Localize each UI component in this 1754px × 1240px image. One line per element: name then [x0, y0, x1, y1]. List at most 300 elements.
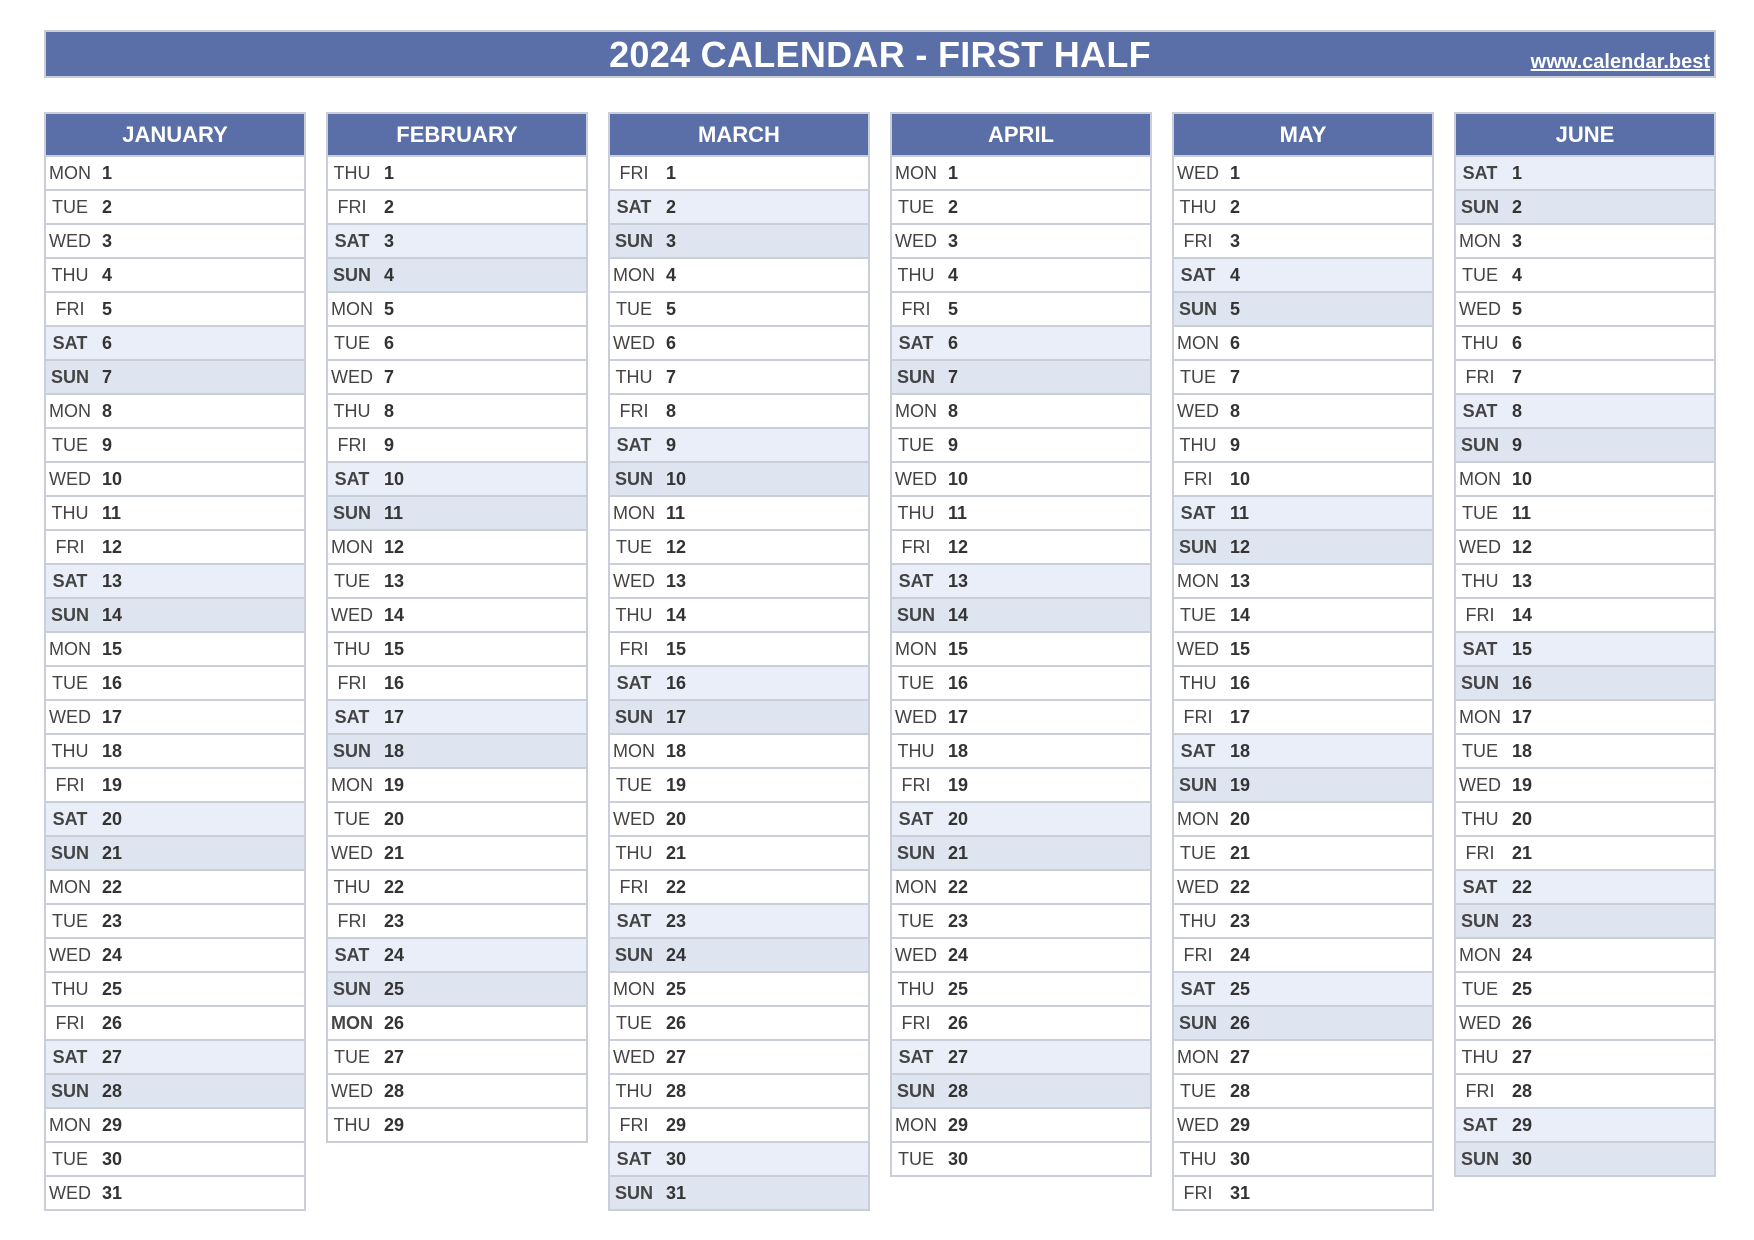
day-number: 8 — [666, 400, 677, 421]
day-number: 15 — [948, 638, 969, 659]
weekday-label: SAT — [616, 196, 652, 217]
weekday-label: FRI — [1183, 468, 1213, 489]
day-number: 1 — [948, 162, 959, 183]
day-row — [610, 1039, 868, 1073]
day-row — [610, 189, 868, 223]
weekday-label: SUN — [1460, 672, 1499, 693]
day-number: 20 — [948, 808, 969, 829]
day-row — [610, 665, 868, 699]
day-row — [1174, 1107, 1432, 1141]
day-number: 25 — [948, 978, 969, 999]
day-number: 5 — [948, 298, 959, 319]
day-row — [892, 563, 1150, 597]
weekday-label: FRI — [1465, 366, 1495, 387]
weekday-label: WED — [613, 332, 655, 353]
weekday-label: FRI — [619, 400, 649, 421]
weekday-label: THU — [1461, 1046, 1499, 1067]
weekday-label: SUN — [332, 502, 371, 523]
day-number: 24 — [1230, 944, 1251, 965]
day-row — [46, 767, 304, 801]
weekday-label: FRI — [619, 1114, 649, 1135]
day-number: 30 — [666, 1148, 687, 1169]
weekday-label: SAT — [1462, 876, 1498, 897]
day-row — [892, 359, 1150, 393]
day-row — [610, 767, 868, 801]
day-number: 23 — [666, 910, 687, 931]
month-january — [44, 112, 306, 1211]
day-number: 26 — [666, 1012, 687, 1033]
weekday-label: SAT — [1180, 502, 1216, 523]
weekday-label: SUN — [1460, 1148, 1499, 1169]
day-number: 22 — [666, 876, 687, 897]
weekday-label: THU — [1461, 808, 1499, 829]
day-row — [892, 869, 1150, 903]
day-number: 24 — [1512, 944, 1533, 965]
day-row — [1174, 223, 1432, 257]
day-number: 8 — [384, 400, 395, 421]
day-row — [46, 1039, 304, 1073]
day-number: 21 — [1230, 842, 1251, 863]
day-row — [1456, 733, 1714, 767]
weekday-label: WED — [1459, 774, 1501, 795]
weekday-label: SUN — [614, 468, 653, 489]
day-row — [1174, 733, 1432, 767]
weekday-label: SUN — [50, 842, 89, 863]
day-row — [328, 495, 586, 529]
day-row — [1456, 325, 1714, 359]
day-number: 21 — [948, 842, 969, 863]
day-row — [328, 665, 586, 699]
day-list — [328, 155, 586, 1141]
weekday-label: TUE — [898, 910, 934, 931]
day-number: 31 — [102, 1182, 123, 1203]
weekday-label: SUN — [1178, 774, 1217, 795]
day-row — [1174, 631, 1432, 665]
day-row — [892, 325, 1150, 359]
weekday-label: FRI — [1465, 604, 1495, 625]
day-number: 12 — [948, 536, 969, 557]
day-row — [1456, 597, 1714, 631]
day-row — [892, 1107, 1150, 1141]
day-number: 20 — [666, 808, 687, 829]
weekday-label: SUN — [896, 842, 935, 863]
day-row — [1174, 869, 1432, 903]
day-number: 12 — [384, 536, 405, 557]
day-row — [1456, 563, 1714, 597]
day-number: 29 — [1512, 1114, 1533, 1135]
day-number: 20 — [1230, 808, 1251, 829]
day-row — [328, 393, 586, 427]
weekday-label: MON — [895, 1114, 937, 1135]
day-number: 16 — [384, 672, 405, 693]
day-number: 27 — [666, 1046, 687, 1067]
day-row — [892, 291, 1150, 325]
day-number: 26 — [1512, 1012, 1533, 1033]
weekday-label: FRI — [55, 536, 85, 557]
weekday-label: TUE — [1462, 502, 1498, 523]
day-number: 16 — [1230, 672, 1251, 693]
day-number: 6 — [666, 332, 677, 353]
day-row — [892, 257, 1150, 291]
day-row — [46, 223, 304, 257]
day-number: 14 — [384, 604, 405, 625]
day-number: 11 — [1512, 502, 1532, 523]
day-row — [46, 733, 304, 767]
day-number: 17 — [948, 706, 969, 727]
weekday-label: TUE — [52, 434, 88, 455]
weekday-label: WED — [1177, 638, 1219, 659]
day-list — [1456, 155, 1714, 1175]
day-number: 24 — [102, 944, 123, 965]
day-number: 11 — [666, 502, 686, 523]
weekday-label: WED — [1177, 162, 1219, 183]
day-row — [328, 563, 586, 597]
day-row — [1174, 155, 1432, 189]
weekday-label: SUN — [896, 1080, 935, 1101]
day-number: 4 — [666, 264, 677, 285]
weekday-label: SAT — [616, 910, 652, 931]
day-number: 15 — [384, 638, 405, 659]
weekday-label: MON — [613, 740, 655, 761]
day-row — [46, 1141, 304, 1175]
weekday-label: MON — [331, 298, 373, 319]
day-number: 4 — [384, 264, 395, 285]
day-number: 18 — [102, 740, 123, 761]
day-number: 9 — [1230, 434, 1241, 455]
day-number: 22 — [384, 876, 405, 897]
day-row — [1456, 869, 1714, 903]
weekday-label: TUE — [616, 536, 652, 557]
day-number: 11 — [948, 502, 968, 523]
month-name: MARCH — [610, 114, 868, 155]
weekday-label: THU — [897, 264, 935, 285]
day-number: 16 — [1512, 672, 1533, 693]
website-link[interactable]: www.calendar.best — [1530, 51, 1710, 73]
weekday-label: THU — [1179, 1148, 1217, 1169]
day-row — [328, 189, 586, 223]
day-number: 23 — [948, 910, 969, 931]
weekday-label: TUE — [334, 808, 370, 829]
day-number: 13 — [666, 570, 687, 591]
day-number: 27 — [948, 1046, 969, 1067]
day-row — [892, 665, 1150, 699]
day-list — [46, 155, 304, 1209]
day-number: 6 — [384, 332, 395, 353]
weekday-label: WED — [895, 230, 937, 251]
weekday-label: MON — [49, 876, 91, 897]
day-number: 17 — [1512, 706, 1533, 727]
day-row — [610, 461, 868, 495]
day-row — [1174, 971, 1432, 1005]
weekday-label: SAT — [616, 1148, 652, 1169]
day-number: 10 — [948, 468, 969, 489]
day-number: 15 — [1512, 638, 1533, 659]
weekday-label: FRI — [901, 774, 931, 795]
weekday-label: WED — [331, 604, 373, 625]
weekday-label: MON — [49, 1114, 91, 1135]
day-row — [892, 495, 1150, 529]
weekday-label: SAT — [898, 1046, 934, 1067]
weekday-label: WED — [1459, 298, 1501, 319]
day-row — [1174, 699, 1432, 733]
weekday-label: MON — [613, 264, 655, 285]
weekday-label: MON — [1459, 706, 1501, 727]
day-number: 2 — [102, 196, 113, 217]
weekday-label: SAT — [334, 468, 370, 489]
day-number: 5 — [384, 298, 395, 319]
day-row — [46, 155, 304, 189]
day-row — [328, 529, 586, 563]
weekday-label: WED — [331, 842, 373, 863]
day-number: 5 — [102, 298, 113, 319]
day-row — [892, 427, 1150, 461]
day-row — [610, 325, 868, 359]
day-number: 15 — [102, 638, 123, 659]
weekday-label: TUE — [898, 196, 934, 217]
day-number: 14 — [666, 604, 687, 625]
weekday-label: THU — [51, 264, 89, 285]
day-row — [1456, 801, 1714, 835]
day-number: 28 — [666, 1080, 687, 1101]
day-row — [1456, 1039, 1714, 1073]
weekday-label: THU — [615, 604, 653, 625]
weekday-label: WED — [1459, 1012, 1501, 1033]
day-row — [610, 359, 868, 393]
day-row — [1456, 189, 1714, 223]
day-number: 29 — [384, 1114, 405, 1135]
weekday-label: FRI — [1465, 1080, 1495, 1101]
day-row — [1174, 801, 1432, 835]
month-february — [326, 112, 588, 1143]
day-row — [892, 971, 1150, 1005]
day-row — [328, 631, 586, 665]
day-row — [1456, 1073, 1714, 1107]
month-name: FEBRUARY — [328, 114, 586, 155]
day-row — [610, 529, 868, 563]
weekday-label: WED — [1177, 400, 1219, 421]
weekday-label: FRI — [901, 536, 931, 557]
weekday-label: SAT — [52, 570, 88, 591]
weekday-label: WED — [49, 230, 91, 251]
day-number: 2 — [1512, 196, 1523, 217]
day-number: 21 — [102, 842, 123, 863]
day-number: 6 — [102, 332, 113, 353]
weekday-label: WED — [895, 706, 937, 727]
day-row — [1174, 1141, 1432, 1175]
day-row — [1174, 359, 1432, 393]
weekday-label: TUE — [334, 1046, 370, 1067]
day-number: 22 — [1230, 876, 1251, 897]
day-row — [892, 767, 1150, 801]
day-row — [1456, 359, 1714, 393]
day-row — [892, 189, 1150, 223]
day-number: 24 — [384, 944, 405, 965]
day-number: 11 — [1230, 502, 1250, 523]
weekday-label: MON — [1177, 570, 1219, 591]
weekday-label: WED — [613, 808, 655, 829]
weekday-label: THU — [615, 366, 653, 387]
day-row — [328, 835, 586, 869]
weekday-label: TUE — [1180, 842, 1216, 863]
day-row — [1174, 393, 1432, 427]
day-number: 9 — [384, 434, 395, 455]
day-number: 8 — [1512, 400, 1523, 421]
month-name: APRIL — [892, 114, 1150, 155]
weekday-label: SAT — [52, 1046, 88, 1067]
weekday-label: WED — [49, 706, 91, 727]
day-row — [610, 903, 868, 937]
day-row — [46, 869, 304, 903]
day-number: 25 — [1512, 978, 1533, 999]
day-number: 25 — [666, 978, 687, 999]
day-row — [610, 155, 868, 189]
weekday-label: WED — [331, 366, 373, 387]
weekday-label: THU — [615, 1080, 653, 1101]
weekday-label: MON — [49, 162, 91, 183]
day-number: 27 — [102, 1046, 123, 1067]
day-row — [892, 155, 1150, 189]
day-number: 10 — [1230, 468, 1251, 489]
day-row — [328, 1005, 586, 1039]
weekday-label: TUE — [1180, 366, 1216, 387]
weekday-label: FRI — [337, 910, 367, 931]
day-number: 28 — [102, 1080, 123, 1101]
day-row — [892, 631, 1150, 665]
day-number: 22 — [102, 876, 123, 897]
day-number: 23 — [102, 910, 123, 931]
day-number: 18 — [384, 740, 405, 761]
day-row — [46, 801, 304, 835]
month-may — [1172, 112, 1434, 1211]
weekday-label: SAT — [898, 808, 934, 829]
day-number: 4 — [102, 264, 113, 285]
day-number: 6 — [1512, 332, 1523, 353]
day-row — [328, 257, 586, 291]
weekday-label: SAT — [1462, 162, 1498, 183]
day-row — [328, 767, 586, 801]
weekday-label: FRI — [619, 162, 649, 183]
day-row — [892, 529, 1150, 563]
weekday-label: SAT — [898, 332, 934, 353]
weekday-label: WED — [613, 570, 655, 591]
weekday-label: MON — [1459, 468, 1501, 489]
day-number: 13 — [384, 570, 405, 591]
weekday-label: SUN — [332, 264, 371, 285]
day-row — [1456, 835, 1714, 869]
day-row — [610, 835, 868, 869]
weekday-label: SAT — [1462, 638, 1498, 659]
weekday-label: WED — [1177, 876, 1219, 897]
day-number: 25 — [384, 978, 405, 999]
weekday-label: WED — [1459, 536, 1501, 557]
day-row — [1174, 835, 1432, 869]
weekday-label: MON — [49, 638, 91, 659]
day-number: 27 — [1512, 1046, 1533, 1067]
day-row — [1174, 461, 1432, 495]
day-number: 21 — [1512, 842, 1533, 863]
weekday-label: SAT — [616, 672, 652, 693]
day-row — [892, 1005, 1150, 1039]
day-row — [46, 937, 304, 971]
day-row — [892, 699, 1150, 733]
weekday-label: SUN — [332, 978, 371, 999]
day-number: 1 — [666, 162, 677, 183]
day-row — [1456, 665, 1714, 699]
day-row — [1456, 1005, 1714, 1039]
day-number: 9 — [1512, 434, 1523, 455]
day-row — [46, 189, 304, 223]
day-row — [1174, 529, 1432, 563]
day-row — [328, 1039, 586, 1073]
weekday-label: SAT — [1180, 978, 1216, 999]
day-row — [892, 835, 1150, 869]
weekday-label: FRI — [337, 672, 367, 693]
weekday-label: SAT — [616, 434, 652, 455]
day-row — [46, 1005, 304, 1039]
weekday-label: TUE — [52, 672, 88, 693]
day-number: 16 — [102, 672, 123, 693]
weekday-label: SUN — [1178, 536, 1217, 557]
day-row — [610, 631, 868, 665]
day-row — [1456, 1107, 1714, 1141]
day-number: 22 — [1512, 876, 1533, 897]
day-number: 7 — [384, 366, 395, 387]
day-number: 13 — [1512, 570, 1533, 591]
weekday-label: MON — [331, 536, 373, 557]
day-number: 18 — [948, 740, 969, 761]
weekday-label: TUE — [616, 1012, 652, 1033]
day-row — [610, 427, 868, 461]
day-number: 7 — [1230, 366, 1241, 387]
weekday-label: SAT — [52, 332, 88, 353]
weekday-label: THU — [1461, 570, 1499, 591]
day-number: 2 — [384, 196, 395, 217]
day-row — [610, 1107, 868, 1141]
day-row — [328, 427, 586, 461]
weekday-label: SAT — [898, 570, 934, 591]
day-row — [892, 937, 1150, 971]
day-number: 19 — [1230, 774, 1251, 795]
day-row — [1456, 631, 1714, 665]
weekday-label: TUE — [1180, 1080, 1216, 1101]
day-number: 11 — [384, 502, 404, 523]
weekday-label: THU — [615, 842, 653, 863]
day-row — [328, 903, 586, 937]
day-number: 17 — [666, 706, 687, 727]
weekday-label: MON — [1177, 808, 1219, 829]
weekday-label: SUN — [1460, 196, 1499, 217]
weekday-label: TUE — [52, 1148, 88, 1169]
weekday-label: FRI — [619, 876, 649, 897]
weekday-label: THU — [1179, 910, 1217, 931]
day-row — [1456, 495, 1714, 529]
day-row — [892, 223, 1150, 257]
day-row — [610, 1141, 868, 1175]
day-row — [1456, 903, 1714, 937]
day-number: 4 — [1512, 264, 1523, 285]
day-row — [1174, 767, 1432, 801]
day-number: 24 — [666, 944, 687, 965]
day-number: 8 — [1230, 400, 1241, 421]
day-number: 1 — [384, 162, 395, 183]
day-row — [610, 563, 868, 597]
weekday-label: FRI — [1183, 944, 1213, 965]
day-number: 11 — [102, 502, 122, 523]
day-number: 18 — [1512, 740, 1533, 761]
weekday-label: WED — [49, 1182, 91, 1203]
day-row — [892, 393, 1150, 427]
month-name: JUNE — [1456, 114, 1714, 155]
